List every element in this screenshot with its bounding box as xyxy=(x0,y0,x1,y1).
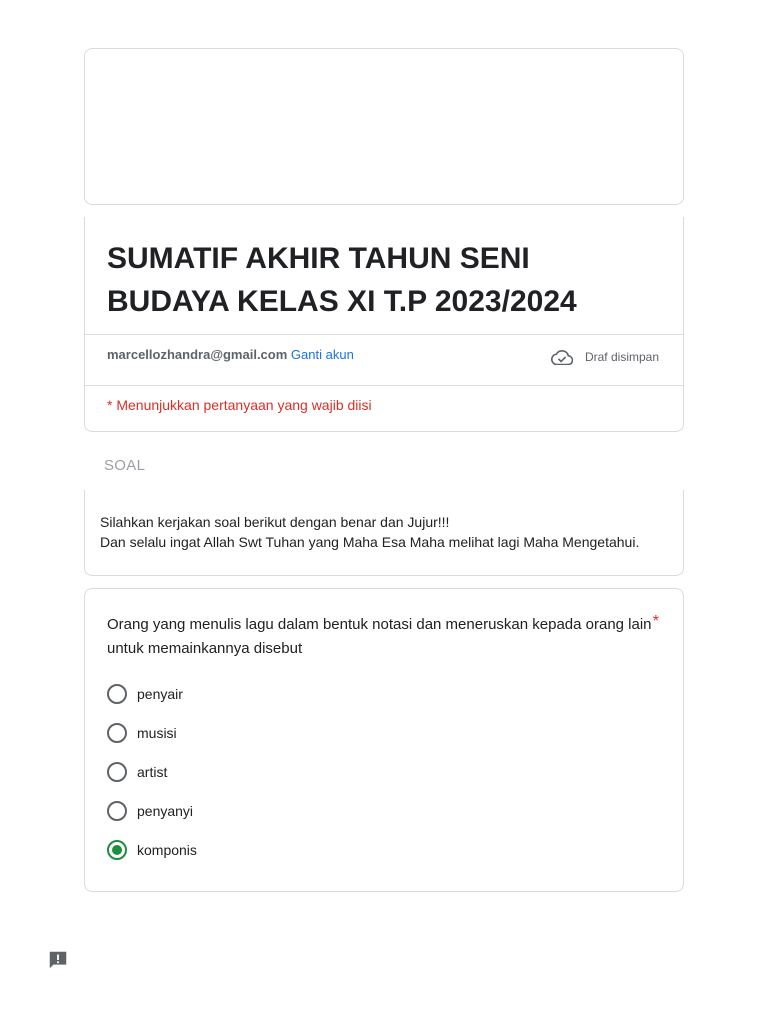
header-banner xyxy=(84,48,684,205)
required-note: * Menunjukkan pertanyaan yang wajib diisi xyxy=(107,397,372,413)
report-problem-icon[interactable] xyxy=(47,949,69,971)
option-label: penyair xyxy=(137,686,183,702)
option-musisi[interactable] xyxy=(107,721,177,745)
radio-button[interactable] xyxy=(107,762,127,782)
header-divider xyxy=(85,334,683,335)
draft-status-label: Draf disimpan xyxy=(584,350,659,364)
header-divider-2 xyxy=(85,385,683,386)
cloud-check-icon xyxy=(551,349,573,365)
question-text: Orang yang menulis lagu dalam bentuk notasi dan meneruskan kepada orang lain untuk memainkannya disebut xyxy=(107,616,652,657)
option-penyanyi[interactable] xyxy=(107,799,193,823)
section-description-card xyxy=(84,490,684,576)
option-penyair[interactable] xyxy=(107,682,183,706)
description-line: Silahkan kerjakan soal berikut dengan benar dan Jujur!!! xyxy=(100,514,450,530)
option-artist[interactable] xyxy=(107,760,167,784)
option-label: musisi xyxy=(137,725,177,741)
radio-button-selected[interactable] xyxy=(107,840,127,860)
radio-button[interactable] xyxy=(107,684,127,704)
description-line: Dan selalu ingat Allah Swt Tuhan yang Maha Esa Maha melihat lagi Maha Mengetahui. xyxy=(100,534,640,550)
switch-account-link[interactable]: Ganti akun xyxy=(290,347,354,362)
form-header-card xyxy=(84,217,684,432)
account-row xyxy=(107,347,354,362)
question-card xyxy=(84,588,684,892)
section-label: SOAL xyxy=(104,457,146,474)
account-email: marcellozhandra@gmail.com xyxy=(107,347,288,362)
required-asterisk: * xyxy=(652,613,659,630)
option-label: komponis xyxy=(137,842,197,858)
radio-button[interactable] xyxy=(107,723,127,743)
option-komponis[interactable] xyxy=(107,838,197,862)
option-label: penyanyi xyxy=(137,803,194,819)
draft-status xyxy=(551,349,659,365)
radio-button[interactable] xyxy=(107,801,127,821)
option-label: artist xyxy=(137,764,168,780)
form-title: SUMATIF AKHIR TAHUN SENI BUDAYA KELAS XI T.P 2023/2024 xyxy=(107,242,577,318)
